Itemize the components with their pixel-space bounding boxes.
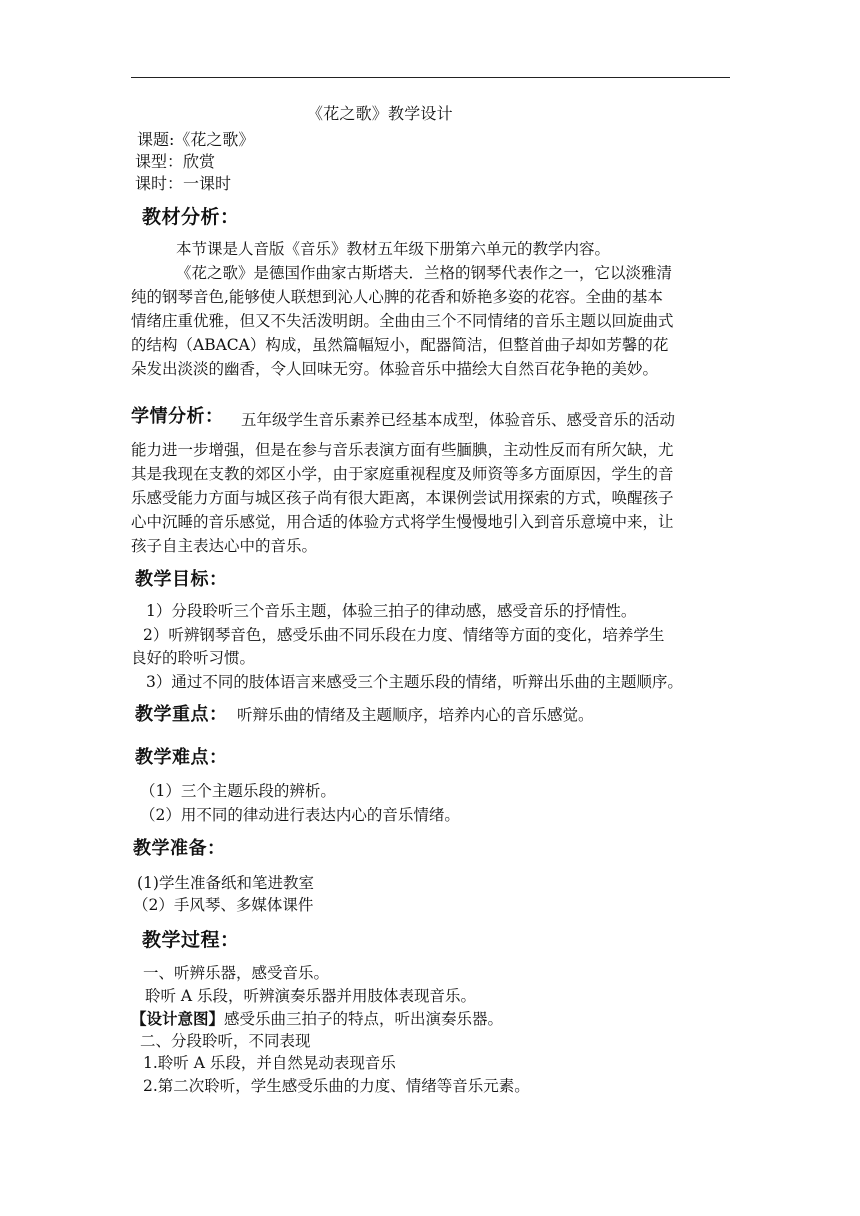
material-analysis-line: 本节课是人音版《音乐》教材五年级下册第六单元的教学内容。 — [176, 240, 611, 258]
design-intent-line — [131, 1012, 503, 1028]
process-line: 2.第二次聆听，学生感受乐曲的力度、情绪等音乐元素。 — [143, 1077, 530, 1095]
key-points-heading: 教学重点： — [135, 704, 228, 725]
document-title: 《花之歌》教学设计 — [307, 104, 453, 123]
student-analysis-line: 乐感受能力方面与城区孩子尚有很大距离，本课例尝试用探索的方式，唤醒孩子 — [131, 489, 674, 507]
preparation-line: （2）手风琴、多媒体课件 — [133, 896, 314, 914]
material-analysis-heading: 教材分析： — [142, 206, 240, 228]
student-analysis-line: 孩子自主表达心中的音乐。 — [131, 537, 318, 555]
process-line: 二、分段聆听，不同表现 — [140, 1032, 311, 1050]
objective-line: 良好的聆听习惯。 — [131, 649, 256, 667]
material-analysis-line: 的结构（ABACA）构成，虽然篇幅短小，配器简洁，但整首曲子却如芳馨的花 — [131, 336, 669, 354]
difficulties-heading: 教学难点： — [135, 747, 228, 768]
objective-line: 1）分段聆听三个音乐主题，体验三拍子的律动感，感受音乐的抒情性。 — [146, 602, 637, 620]
lesson-topic: 课题:《花之歌》 — [137, 130, 255, 149]
student-analysis-heading: 学情分析： — [131, 406, 224, 427]
process-line: 一、听辨乐器，感受音乐。 — [143, 964, 330, 982]
header-rule — [131, 77, 730, 78]
difficulty-line: （1）三个主题乐段的辨析。 — [140, 782, 336, 800]
material-analysis-line: 情绪庄重优雅，但又不失活泼明朗。全曲由三个不同情绪的音乐主题以回旋曲式 — [131, 312, 674, 330]
lesson-duration: 课时：一课时 — [135, 174, 232, 193]
process-line: 聆听 A 乐段，听辨演奏乐器并用肢体表现音乐。 — [145, 987, 477, 1005]
student-analysis-line: 心中沉睡的音乐感觉，用合适的体验方式将学生慢慢地引入到音乐意境中来，让 — [131, 513, 674, 531]
student-analysis-line: 其是我现在支教的郊区小学，由于家庭重视程度及师资等多方面原因，学生的音 — [131, 465, 674, 483]
preparation-heading: 教学准备： — [133, 838, 226, 859]
objective-line: 2）听辨钢琴音色，感受乐曲不同乐段在力度、情绪等方面的变化，培养学生 — [143, 626, 665, 644]
preparation-line: (1)学生准备纸和笔进教室 — [137, 874, 314, 892]
objective-line: 3）通过不同的肢体语言来感受三个主题乐段的情绪，听辩出乐曲的主题顺序。 — [146, 673, 683, 691]
process-heading: 教学过程： — [142, 929, 240, 951]
student-analysis-line: 能力进一步增强，但是在参与音乐表演方面有些腼腆，主动性反而有所欠缺，尤 — [131, 441, 674, 459]
objectives-heading: 教学目标： — [135, 569, 228, 590]
student-analysis-line: 五年级学生音乐素养已经基本成型，体验音乐、感受音乐的活动 — [241, 411, 676, 429]
difficulty-line: （2）用不同的律动进行表达内心的音乐情绪。 — [140, 806, 460, 824]
design-intent-text: 感受乐曲三拍子的特点，听出演奏乐器。 — [224, 1010, 504, 1028]
lesson-type: 课型：欣赏 — [135, 152, 216, 171]
design-intent-label: 【设计意图】 — [131, 1010, 225, 1028]
material-analysis-line: 纯的钢琴音色,能够使人联想到沁人心脾的花香和娇艳多姿的花容。全曲的基本 — [131, 288, 663, 306]
material-analysis-line: 朵发出淡淡的幽香，令人回味无穷。体验音乐中描绘大自然百花争艳的美妙。 — [131, 360, 659, 378]
process-line: 1.聆听 A 乐段，并自然晃动表现音乐 — [143, 1054, 396, 1072]
material-analysis-line: 《花之歌》是德国作曲家古斯塔夫．兰格的钢琴代表作之一，它以淡雅清 — [176, 264, 673, 282]
key-points-text: 听辩乐曲的情绪及主题顺序，培养内心的音乐感觉。 — [237, 706, 594, 724]
